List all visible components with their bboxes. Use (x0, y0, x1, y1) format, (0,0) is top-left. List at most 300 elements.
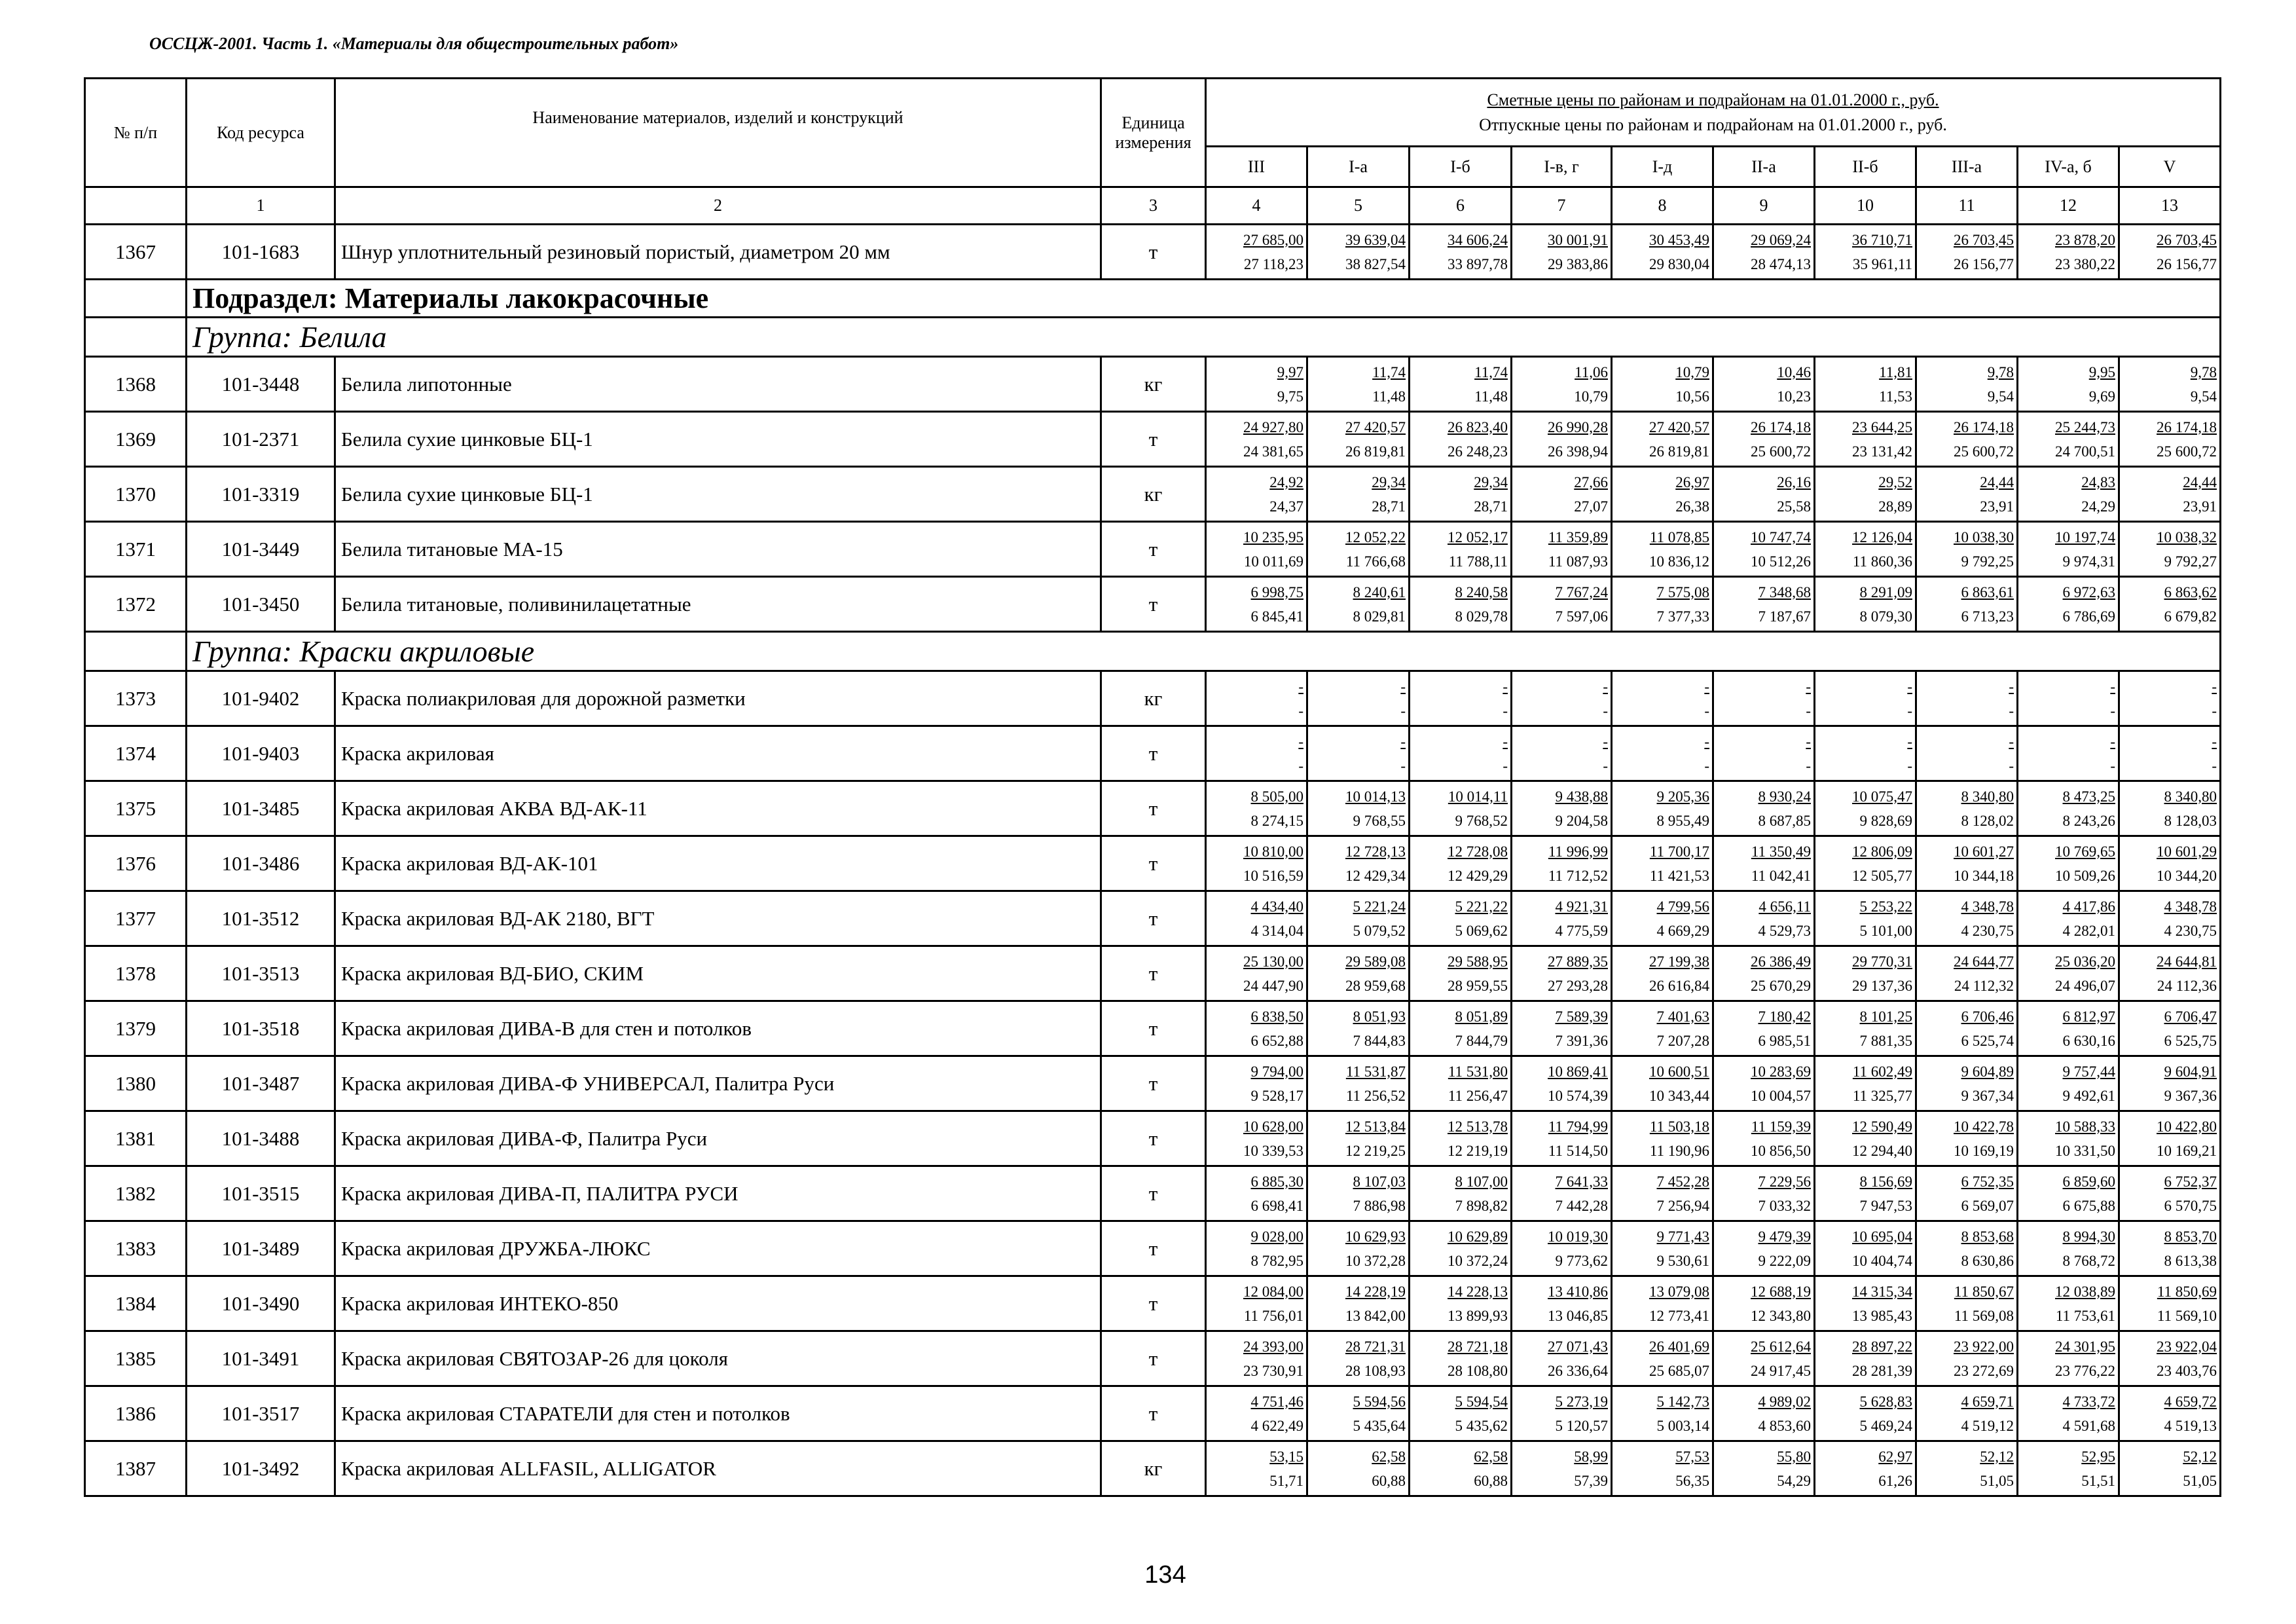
estimate-price: 24 644,77 (1954, 953, 2014, 970)
row-code: 101-3450 (187, 577, 335, 632)
release-price: 51,71 (1269, 1472, 1303, 1489)
section-title: Подраздел: Материалы лакокрасочные (187, 280, 2221, 318)
estimate-price: 11 503,18 (1649, 1118, 1709, 1135)
price-cell (1916, 946, 2018, 1001)
estimate-price: - (1503, 678, 1508, 695)
release-price: 26 819,81 (1649, 443, 1709, 460)
row-name: Краска акриловая ДИВА-Ф, Палитра Руси (335, 1111, 1101, 1166)
estimate-price: 4 348,78 (1961, 898, 2014, 915)
release-price: 11 087,93 (1548, 553, 1608, 570)
estimate-price: 9 771,43 (1656, 1228, 1709, 1245)
row-unit: т (1101, 726, 1206, 781)
price-cell (1206, 467, 1307, 522)
price-cell (1206, 946, 1307, 1001)
estimate-price: 9 438,88 (1555, 788, 1608, 805)
price-cell (1815, 412, 1916, 467)
release-price: 8 782,95 (1250, 1252, 1303, 1269)
release-price: 23 730,91 (1243, 1362, 1303, 1379)
row-code: 101-3448 (187, 357, 335, 412)
group-title: Группа: Белила (187, 318, 2221, 357)
group-row (85, 318, 2221, 357)
price-cell (2018, 726, 2119, 781)
release-price: 7 377,33 (1656, 608, 1709, 625)
estimate-price: 11 078,85 (1649, 528, 1709, 545)
row-unit: т (1101, 836, 1206, 891)
release-price: 23,91 (1980, 498, 2014, 515)
price-cell (1410, 1331, 1512, 1386)
price-cell (1512, 1111, 1612, 1166)
table-row (85, 671, 2221, 726)
region-header: I-в, г (1512, 147, 1612, 187)
estimate-price: 12 728,08 (1448, 843, 1508, 860)
estimate-price: 6 859,60 (2062, 1173, 2115, 1190)
estimate-price: - (1503, 733, 1508, 750)
estimate-price: 8 291,09 (1859, 583, 1912, 600)
price-cell (2119, 412, 2221, 467)
price-cell (2119, 357, 2221, 412)
release-price: 12 429,29 (1448, 867, 1508, 884)
col-number: 4 (1206, 187, 1307, 225)
release-price: 29 137,36 (1852, 977, 1912, 994)
release-price: 13 899,93 (1448, 1307, 1508, 1324)
price-cell (1815, 1166, 1916, 1221)
estimate-price: 4 656,11 (1758, 898, 1811, 915)
estimate-price: 11 531,87 (1345, 1063, 1406, 1080)
release-price: 25,58 (1777, 498, 1811, 515)
region-header: I-б (1410, 147, 1512, 187)
header-idx: № п/п (85, 79, 187, 187)
price-cell (1206, 726, 1307, 781)
release-price: 26 248,23 (1448, 443, 1508, 460)
release-price: 60,88 (1372, 1472, 1406, 1489)
estimate-price: 29,52 (1878, 473, 1912, 490)
estimate-price: 24 644,81 (2157, 953, 2217, 970)
release-price: 4 591,68 (2062, 1417, 2115, 1434)
estimate-price: 4 921,31 (1555, 898, 1608, 915)
release-price: 11 712,52 (1548, 867, 1608, 884)
estimate-price: 26 174,18 (2157, 418, 2217, 435)
estimate-price: - (1806, 678, 1811, 695)
estimate-price: 9 794,00 (1250, 1063, 1303, 1080)
estimate-price: 12 052,22 (1345, 528, 1406, 545)
estimate-price: 12 126,04 (1852, 528, 1912, 545)
estimate-price: 24 393,00 (1243, 1338, 1303, 1355)
price-cell (1206, 836, 1307, 891)
row-index: 1378 (85, 946, 187, 1001)
release-price: 23 403,76 (2157, 1362, 2217, 1379)
estimate-price: 12 084,00 (1243, 1283, 1303, 1300)
estimate-price: 11 350,49 (1751, 843, 1811, 860)
row-name: Краска акриловая ВД-АК 2180, ВГТ (335, 891, 1101, 946)
col-number: 3 (1101, 187, 1206, 225)
region-header: II-а (1713, 147, 1815, 187)
row-name: Краска полиакриловая для дорожной разметки (335, 671, 1101, 726)
estimate-price: - (1806, 733, 1811, 750)
estimate-price: 11,06 (1575, 363, 1608, 380)
price-cell (1512, 522, 1612, 577)
price-cell (1512, 946, 1612, 1001)
estimate-price: 10,79 (1675, 363, 1709, 380)
price-cell (1713, 1221, 1815, 1276)
estimate-price: - (2212, 678, 2217, 695)
price-cell (2119, 836, 2221, 891)
header-name-text: Наименование материалов, изделий и конструкций (532, 108, 903, 127)
price-cell (1815, 467, 1916, 522)
release-price: 23 272,69 (1954, 1362, 2014, 1379)
table-row (85, 1166, 2221, 1221)
release-price: 24,37 (1269, 498, 1303, 515)
row-code: 101-3512 (187, 891, 335, 946)
price-cell (1815, 1001, 1916, 1056)
row-name: Белила титановые МА-15 (335, 522, 1101, 577)
price-cell (1512, 726, 1612, 781)
region-header: III-а (1916, 147, 2018, 187)
price-cell (1410, 577, 1512, 632)
header-code: Код ресурса (187, 79, 335, 187)
estimate-price: 14 228,13 (1448, 1283, 1508, 1300)
price-cell (1916, 1441, 2018, 1496)
price-cell (1612, 671, 1713, 726)
row-code: 101-3492 (187, 1441, 335, 1496)
release-price: 8 128,02 (1961, 812, 2014, 829)
estimate-price: 10 695,04 (1852, 1228, 1912, 1245)
price-cell (1713, 225, 1815, 280)
estimate-price: 6 752,35 (1961, 1173, 2014, 1190)
estimate-price: 24,44 (1980, 473, 2014, 490)
estimate-price: - (2110, 678, 2115, 695)
estimate-price: 13 079,08 (1649, 1283, 1709, 1300)
price-cell (2018, 1056, 2119, 1111)
price-cell (1512, 225, 1612, 280)
estimate-price: 8 051,89 (1455, 1008, 1508, 1025)
price-cell (2119, 671, 2221, 726)
estimate-price: 23 644,25 (1852, 418, 1912, 435)
release-price: 25 600,72 (1751, 443, 1811, 460)
price-cell (1307, 1441, 1410, 1496)
estimate-price: 5 221,22 (1455, 898, 1508, 915)
row-unit: т (1101, 781, 1206, 836)
estimate-price: 26,16 (1777, 473, 1811, 490)
estimate-price: 26 703,45 (1954, 231, 2014, 248)
price-cell (1206, 1111, 1307, 1166)
header-prices-release: Отпускные цены по районам и подрайонам на 01.01.2000 г., руб. (1479, 115, 1947, 134)
price-cell (2119, 225, 2221, 280)
price-cell (2119, 577, 2221, 632)
release-price: 4 230,75 (2164, 922, 2217, 939)
price-cell (1815, 891, 1916, 946)
release-price: 6 698,41 (1250, 1197, 1303, 1214)
section-row (85, 280, 2221, 318)
price-cell (1307, 522, 1410, 577)
estimate-price: 12 052,17 (1448, 528, 1508, 545)
price-cell (1307, 781, 1410, 836)
estimate-price: 11 850,69 (2157, 1283, 2217, 1300)
price-cell (1815, 577, 1916, 632)
price-cell (1410, 412, 1512, 467)
price-cell (2119, 1001, 2221, 1056)
group-title: Группа: Краски акриловые (187, 632, 2221, 671)
estimate-price: 14 315,34 (1852, 1283, 1912, 1300)
estimate-price: 7 452,28 (1656, 1173, 1709, 1190)
estimate-price: 52,12 (2183, 1448, 2217, 1465)
price-cell (1410, 781, 1512, 836)
release-price: 10 836,12 (1649, 553, 1709, 570)
estimate-price: 26 386,49 (1751, 953, 1811, 970)
row-unit: кг (1101, 467, 1206, 522)
release-price: 10 169,21 (2157, 1142, 2217, 1159)
release-price: 9 204,58 (1555, 812, 1608, 829)
release-price: - (1907, 757, 1912, 774)
row-name: Краска акриловая ALLFASIL, ALLIGATOR (335, 1441, 1101, 1496)
release-price: 13 046,85 (1548, 1307, 1608, 1324)
table-row (85, 357, 2221, 412)
row-unit: кг (1101, 671, 1206, 726)
release-price: 10 372,28 (1345, 1252, 1406, 1269)
estimate-price: 10 014,13 (1345, 788, 1406, 805)
price-cell (2018, 522, 2119, 577)
price-cell (1410, 1441, 1512, 1496)
price-cell (1612, 1111, 1713, 1166)
table-row (85, 1441, 2221, 1496)
price-cell (1307, 412, 1410, 467)
price-cell (1206, 1441, 1307, 1496)
release-price: 9 974,31 (2062, 553, 2115, 570)
estimate-price: 26,97 (1675, 473, 1709, 490)
release-price: 10 004,57 (1751, 1087, 1811, 1104)
estimate-price: 12 513,84 (1345, 1118, 1406, 1135)
price-cell (2119, 1056, 2221, 1111)
price-cell (1307, 1166, 1410, 1221)
release-price: 26 819,81 (1345, 443, 1406, 460)
price-cell (1206, 891, 1307, 946)
row-code: 101-3449 (187, 522, 335, 577)
price-cell (1916, 522, 2018, 577)
release-price: 4 282,01 (2062, 922, 2115, 939)
release-price: 8 955,49 (1656, 812, 1709, 829)
release-price: 4 529,73 (1758, 922, 1811, 939)
price-cell (1815, 671, 1916, 726)
estimate-price: 12 513,78 (1448, 1118, 1508, 1135)
price-cell (1206, 1276, 1307, 1331)
price-cell (1815, 726, 1916, 781)
estimate-price: 9 604,89 (1961, 1063, 2014, 1080)
price-cell (2018, 577, 2119, 632)
price-cell (1815, 1111, 1916, 1166)
release-price: - (1503, 757, 1508, 774)
estimate-price: 8 853,68 (1961, 1228, 2014, 1245)
release-price: 28 959,68 (1345, 977, 1406, 994)
release-price: 12 429,34 (1345, 867, 1406, 884)
release-price: 56,35 (1675, 1472, 1709, 1489)
price-cell (1916, 1166, 2018, 1221)
estimate-price: 5 221,24 (1353, 898, 1406, 915)
estimate-price: 25 036,20 (2055, 953, 2115, 970)
row-index: 1385 (85, 1331, 187, 1386)
estimate-price: 11,74 (1474, 363, 1508, 380)
price-cell (1512, 1441, 1612, 1496)
row-unit: т (1101, 946, 1206, 1001)
price-cell (1713, 891, 1815, 946)
release-price: 5 003,14 (1656, 1417, 1709, 1434)
price-cell (1512, 1056, 1612, 1111)
price-cell (1307, 1221, 1410, 1276)
blank-index (85, 318, 187, 357)
release-price: 6 630,16 (2062, 1032, 2115, 1049)
price-cell (1815, 946, 1916, 1001)
release-price: 24 496,07 (2055, 977, 2115, 994)
release-price: - (1603, 757, 1608, 774)
estimate-price: 8 156,69 (1859, 1173, 1912, 1190)
release-price: 9 367,36 (2164, 1087, 2217, 1104)
price-cell (1916, 891, 2018, 946)
price-cell (2119, 1221, 2221, 1276)
estimate-price: 10 628,00 (1243, 1118, 1303, 1135)
estimate-price: 24,44 (2183, 473, 2217, 490)
release-price: 11 514,50 (1548, 1142, 1608, 1159)
price-cell (1713, 781, 1815, 836)
estimate-price: 26 823,40 (1448, 418, 1508, 435)
estimate-price: 10 747,74 (1751, 528, 1811, 545)
release-price: 9 792,27 (2164, 553, 2217, 570)
release-price: 11 042,41 (1751, 867, 1811, 884)
release-price: 4 314,04 (1250, 922, 1303, 939)
price-cell (1612, 781, 1713, 836)
table-row (85, 726, 2221, 781)
release-price: - (2009, 757, 2014, 774)
price-cell (1612, 1166, 1713, 1221)
price-cell (1206, 781, 1307, 836)
row-index: 1370 (85, 467, 187, 522)
price-cell (1307, 1331, 1410, 1386)
release-price: 7 033,32 (1758, 1197, 1811, 1214)
release-price: 12 219,19 (1448, 1142, 1508, 1159)
release-price: 10 372,24 (1448, 1252, 1508, 1269)
price-cell (1512, 1221, 1612, 1276)
estimate-price: 52,12 (1980, 1448, 2014, 1465)
release-price: 28 108,93 (1345, 1362, 1406, 1379)
estimate-price: 11 531,80 (1448, 1063, 1508, 1080)
region-header: IV-а, б (2018, 147, 2119, 187)
release-price: 10,79 (1574, 388, 1608, 405)
release-price: 10 169,19 (1954, 1142, 2014, 1159)
estimate-price: 11,81 (1879, 363, 1912, 380)
price-cell (2119, 1441, 2221, 1496)
estimate-price: 8 505,00 (1250, 788, 1303, 805)
region-header: V (2119, 147, 2221, 187)
release-price: 8 613,38 (2164, 1252, 2217, 1269)
release-price: 9 792,25 (1961, 553, 2014, 570)
row-code: 101-3513 (187, 946, 335, 1001)
price-cell (1815, 1331, 1916, 1386)
release-price: 24,29 (2081, 498, 2115, 515)
header-unit: Единица измерения (1101, 79, 1206, 187)
price-cell (1512, 891, 1612, 946)
price-cell (1410, 1111, 1512, 1166)
row-index: 1379 (85, 1001, 187, 1056)
estimate-price: 24,92 (1269, 473, 1303, 490)
price-cell (1612, 1276, 1713, 1331)
price-cell (2018, 891, 2119, 946)
estimate-price: 34 606,24 (1448, 231, 1508, 248)
release-price: 29 383,86 (1548, 255, 1608, 272)
estimate-price: 25 130,00 (1243, 953, 1303, 970)
table-row (85, 946, 2221, 1001)
estimate-price: 30 001,91 (1548, 231, 1608, 248)
row-name: Краска акриловая АКВА ВД-АК-11 (335, 781, 1101, 836)
release-price: 5 101,00 (1859, 922, 1912, 939)
estimate-price: 25 612,64 (1751, 1338, 1811, 1355)
release-price: 28,71 (1474, 498, 1508, 515)
price-cell (1410, 1221, 1512, 1276)
release-price: 9 828,69 (1859, 812, 1912, 829)
price-cell (1612, 412, 1713, 467)
row-name: Краска акриловая (335, 726, 1101, 781)
price-cell (1512, 1276, 1612, 1331)
release-price: 12 294,40 (1852, 1142, 1912, 1159)
estimate-price: 5 142,73 (1656, 1393, 1709, 1410)
release-price: 24 700,51 (2055, 443, 2115, 460)
row-unit: кг (1101, 1441, 1206, 1496)
estimate-price: 11 700,17 (1649, 843, 1709, 860)
price-cell (1713, 357, 1815, 412)
release-price: 12 343,80 (1751, 1307, 1811, 1324)
table-row (85, 412, 2221, 467)
row-code: 101-2371 (187, 412, 335, 467)
region-header: I-а (1307, 147, 1410, 187)
estimate-price: 52,95 (2081, 1448, 2115, 1465)
estimate-price: 7 767,24 (1555, 583, 1608, 600)
release-price: 4 622,49 (1250, 1417, 1303, 1434)
release-price: 4 853,60 (1758, 1417, 1811, 1434)
estimate-price: 29 069,24 (1751, 231, 1811, 248)
price-cell (1916, 671, 2018, 726)
release-price: 26 156,77 (2157, 255, 2217, 272)
release-price: 7 391,36 (1555, 1032, 1608, 1049)
release-price: 9 530,61 (1656, 1252, 1709, 1269)
header-name (335, 79, 1101, 187)
estimate-price: 28 897,22 (1852, 1338, 1912, 1355)
price-cell (1916, 467, 2018, 522)
release-price: 25 600,72 (2157, 443, 2217, 460)
row-name: Белила липотонные (335, 357, 1101, 412)
release-price: 7 898,82 (1455, 1197, 1508, 1214)
estimate-price: 8 853,70 (2164, 1228, 2217, 1245)
estimate-price: 6 863,62 (2164, 583, 2217, 600)
estimate-price: 12 590,49 (1852, 1118, 1912, 1135)
release-price: - (1503, 702, 1508, 719)
price-cell (1206, 1221, 1307, 1276)
col-number: 12 (2018, 187, 2119, 225)
price-cell (1713, 1386, 1815, 1441)
price-cell (1815, 1441, 1916, 1496)
estimate-price: 26 401,69 (1649, 1338, 1709, 1355)
estimate-price: 4 733,72 (2062, 1393, 2115, 1410)
row-name: Краска акриловая ДИВА-В для стен и потолков (335, 1001, 1101, 1056)
estimate-price: 12 806,09 (1852, 843, 1912, 860)
price-cell (2119, 1386, 2221, 1441)
estimate-price: 23 922,04 (2157, 1338, 2217, 1355)
release-price: 35 961,11 (1852, 255, 1912, 272)
price-cell (1815, 1221, 1916, 1276)
row-index: 1372 (85, 577, 187, 632)
estimate-price: 6 838,50 (1250, 1008, 1303, 1025)
price-cell (1612, 1221, 1713, 1276)
price-cell (1206, 671, 1307, 726)
estimate-price: 24 927,80 (1243, 418, 1303, 435)
estimate-price: 9,78 (2190, 363, 2217, 380)
col-number: 10 (1815, 187, 1916, 225)
release-price: 9 773,62 (1555, 1252, 1608, 1269)
